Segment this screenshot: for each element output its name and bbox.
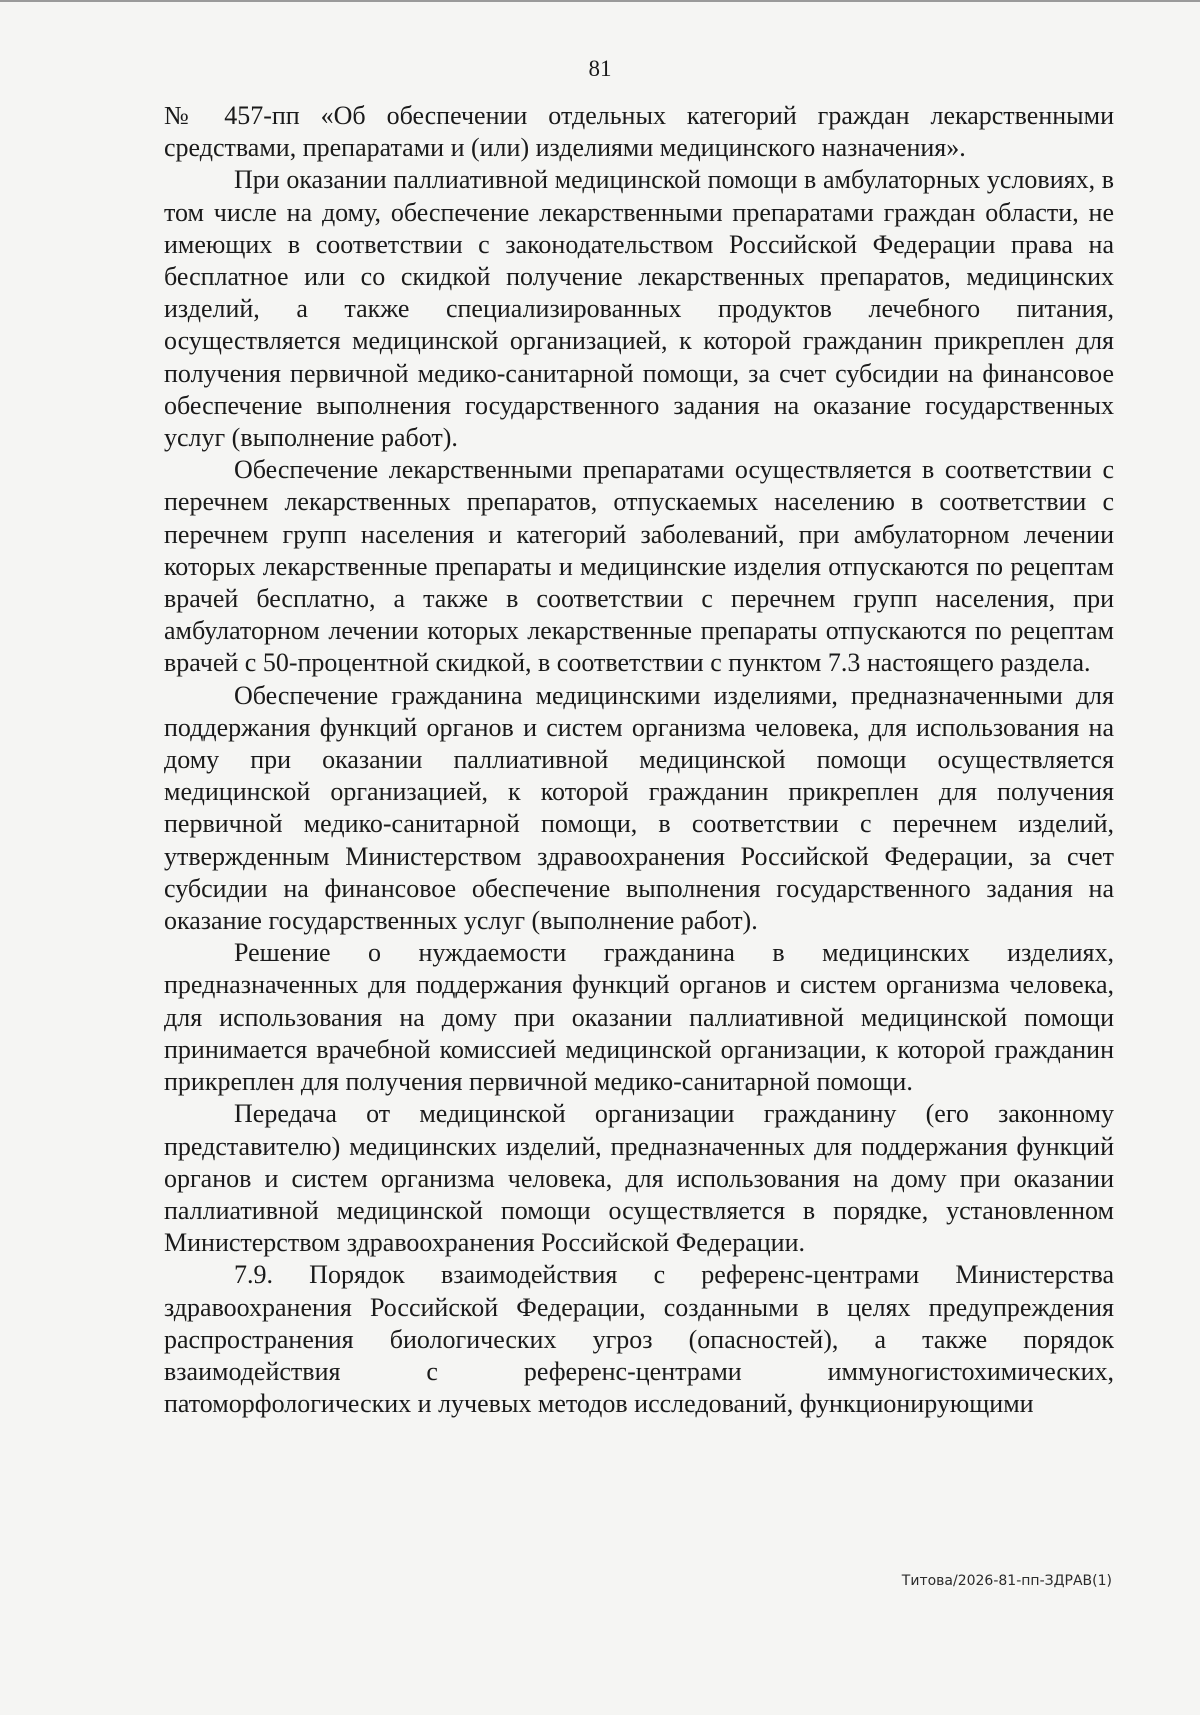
paragraph-palliative-medicines: При оказании паллиативной медицинской помощи в амбулаторных условиях, в том числе на дому, обеспечение лекарственными препаратами граждан области, не имеющих в соответствии с законодательством Российской Федерации права на бесплатное или со скидкой получение лекарственных препаратов, медицинских изделий, а также специализированных продуктов лечебного питания, осуществляется медицинской организацией, к которой гражданин прикреплен для получения первичной медико-санитарной помощи, за счет субсидии на финансовое обеспечение выполнения государственного задания на оказание государственных услуг (выполнение работ). bbox=[164, 165, 1114, 453]
document-body bbox=[164, 100, 1114, 1420]
paragraph-medical-devices-provision: Обеспечение гражданина медицинскими изделиями, предназначенными для поддержания функций органов и систем организма человека, для использования на дому при оказании паллиативной медицинской помощи осуществляется медицинской организацией, к которой гражданин прикреплен для получения первичной медико-санитарной помощи, в соответствии с перечнем изделий, утвержденным Министерством здравоохранения Российской Федерации, за счет субсидии на финансовое обеспечение выполнения государственного задания на оказание государственных услуг (выполнение работ). bbox=[164, 680, 1114, 936]
paragraph-continuation: № 457-пп «Об обеспечении отдельных категорий граждан лекарственными средствами, препаратами и (или) изделиями медицинского назначения». bbox=[164, 101, 1114, 163]
scan-top-edge bbox=[0, 0, 1200, 2]
paragraph-devices-transfer: Передача от медицинской организации гражданину (его законному представителю) медицинских изделий, предназначенных для поддержания функций органов и систем организма человека, для использования на дому при оказании паллиативной медицинской помощи осуществляется в порядке, установленном Министерством здравоохранения Российской Федерации. bbox=[164, 1099, 1114, 1258]
document-code: Титова/2026-81-пп-ЗДРАВ(1) bbox=[901, 1573, 1112, 1589]
page-number: 81 bbox=[588, 56, 612, 81]
paragraph-section-7-9: 7.9. Порядок взаимодействия с референс-центрами Министерства здравоохранения Российской Федерации, созданными в целях предупреждения распространения биологических угроз (опасностей), а также порядок взаимодействия с референс-центрами иммуногистохимических, патоморфологических и лучевых методов исследований, функционирующими bbox=[164, 1260, 1114, 1419]
paragraph-medicines-provision: Обеспечение лекарственными препаратами осуществляется в соответствии с перечнем лекарственных препаратов, отпускаемых населению в соответствии с перечнем групп населения и категорий заболеваний, при амбулаторном лечении которых лекарственные препараты и медицинские изделия отпускаются по рецептам врачей бесплатно, а также в соответствии с перечнем групп населения, при амбулаторном лечении которых лекарственные препараты отпускаются по рецептам врачей с 50-процентной скидкой, в соответствии с пунктом 7.3 настоящего раздела. bbox=[164, 455, 1114, 678]
paragraph-need-decision: Решение о нуждаемости гражданина в медицинских изделиях, предназначенных для поддержания функций органов и систем организма человека, для использования на дому при оказании паллиативной медицинской помощи принимается врачебной комиссией медицинской организации, к которой гражданин прикреплен для получения первичной медико-санитарной помощи. bbox=[164, 938, 1114, 1097]
